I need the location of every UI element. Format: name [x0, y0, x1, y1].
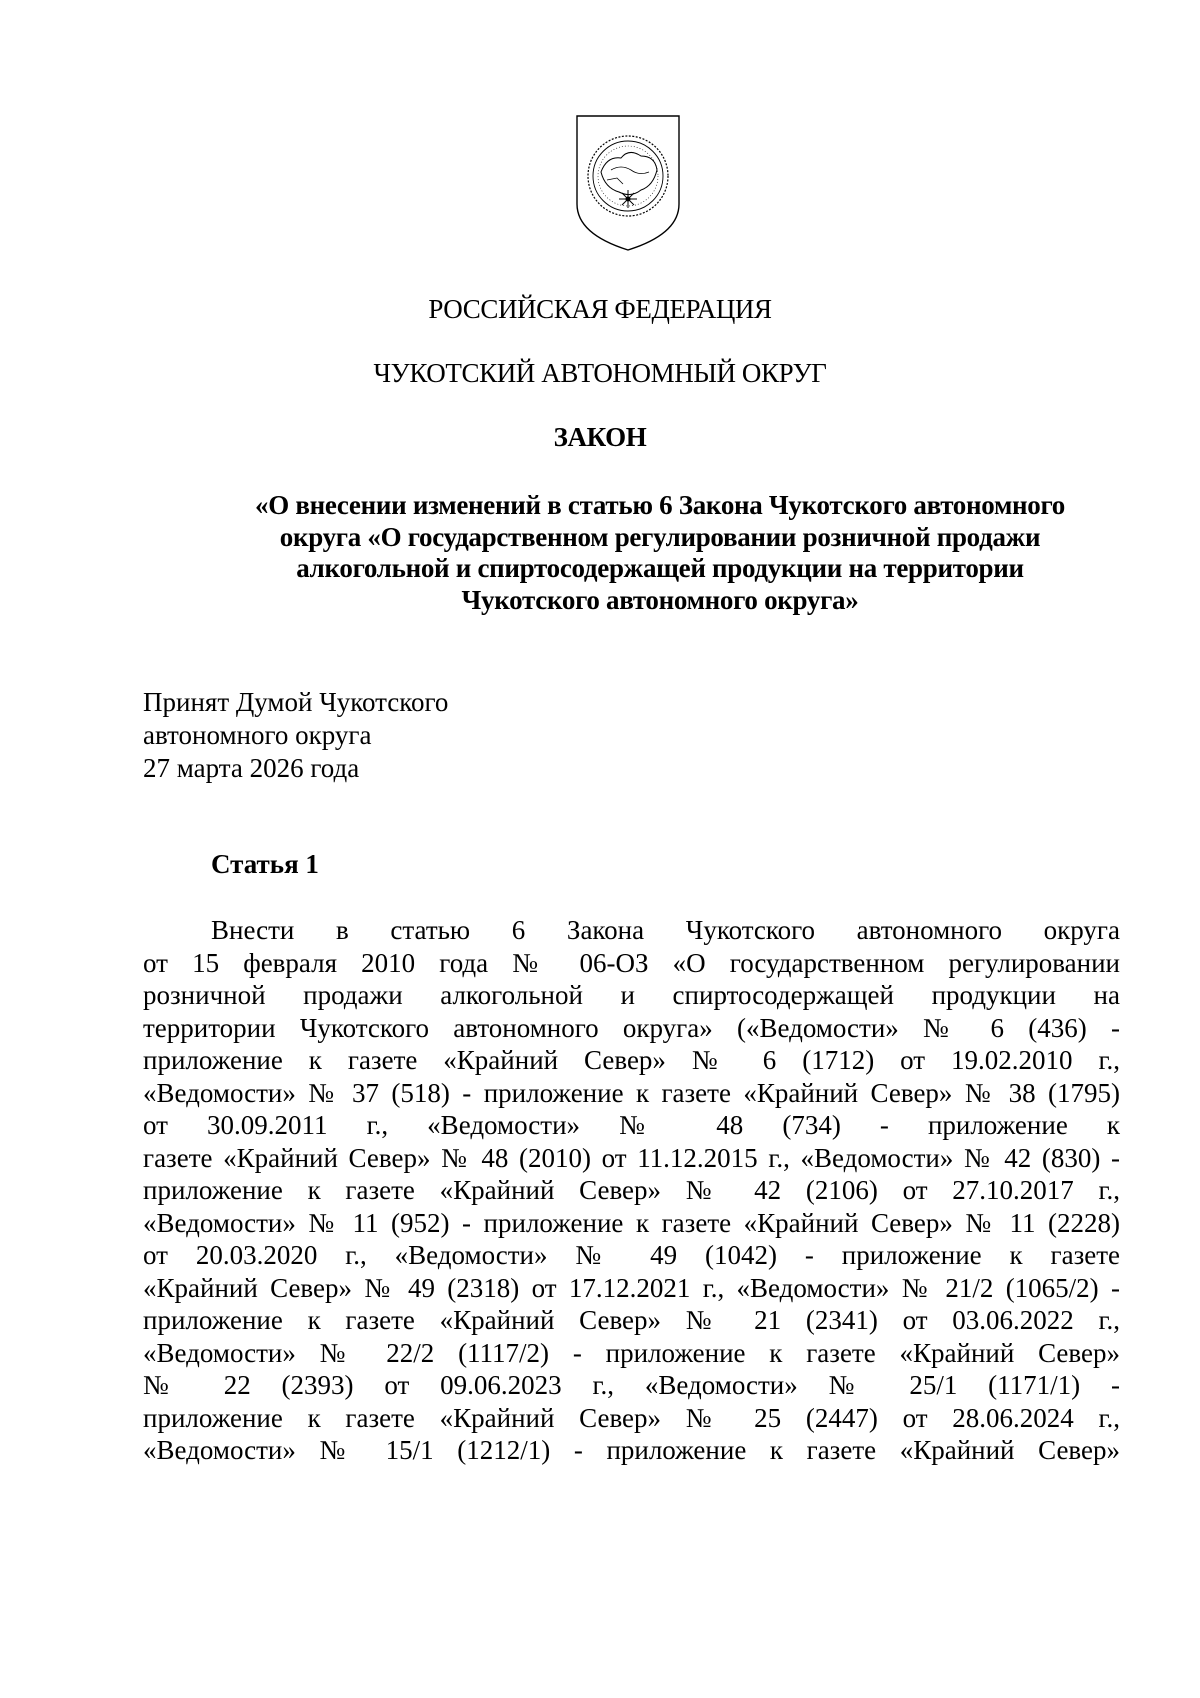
- law-title-line: округа «О государственном регулировании розничной продажи: [279, 521, 1041, 552]
- article-line: от 30.09.2011 г., «Ведомости» № 48 (734) - приложение к: [143, 1110, 1120, 1140]
- article-line: № 22 (2393) от 09.06.2023 г., «Ведомости» № 25/1 (1171/1) -: [143, 1370, 1120, 1400]
- adoption-date: 27 марта 2026 года: [143, 753, 360, 783]
- article-line: от 20.03.2020 г., «Ведомости» № 49 (1042) - приложение к газете: [143, 1240, 1120, 1270]
- article-line: «Ведомости» № 15/1 (1212/1) - приложение к газете «Крайний Север»: [143, 1435, 1120, 1465]
- article-line: «Ведомости» № 11 (952) - приложение к газете «Крайний Север» № 11 (2228): [143, 1207, 1120, 1238]
- article-line: приложение к газете «Крайний Север» № 25 (2447) от 28.06.2024 г.,: [143, 1402, 1120, 1433]
- adoption-note: [143, 686, 448, 785]
- adoption-line: автономного округа: [143, 720, 372, 750]
- article-line: приложение к газете «Крайний Север» № 21 (2341) от 03.06.2022 г.,: [143, 1305, 1120, 1335]
- article-line: территории Чукотского автономного округа» («Ведомости» № 6 (436) -: [143, 1012, 1120, 1043]
- article-heading: Статья 1: [211, 849, 319, 879]
- article-line: розничной продажи алкогольной и спиртосодержащей продукции на: [143, 980, 1120, 1010]
- article-body: [143, 914, 1120, 1467]
- law-title-line: Чукотского автономного округа»: [461, 584, 859, 615]
- article-line: Внести в статью 6 Закона Чукотского автономного округа: [211, 915, 1120, 945]
- coat-of-arms-emblem: [571, 112, 685, 254]
- law-title-line: алкогольной и спиртосодержащей продукции на территории: [296, 553, 1024, 583]
- article-line: газете «Крайний Север» № 48 (2010) от 11.12.2015 г., «Ведомости» № 42 (830) -: [143, 1142, 1120, 1173]
- article-line: «Ведомости» № 22/2 (1117/2) - приложение к газете «Крайний Север»: [143, 1337, 1120, 1368]
- article-line: «Ведомости» № 37 (518) - приложение к газете «Крайний Север» № 38 (1795): [143, 1077, 1120, 1108]
- document-type-heading: ЗАКОН: [553, 422, 647, 452]
- adoption-line: Принят Думой Чукотского: [143, 687, 449, 717]
- article-line: от 15 февраля 2010 года № 06-ОЗ «О государственном регулировании: [143, 947, 1120, 978]
- article-line: приложение к газете «Крайний Север» № 6 (1712) от 19.02.2010 г.,: [143, 1045, 1120, 1075]
- law-title-line: «О внесении изменений в статью 6 Закона Чукотского автономного: [255, 490, 1065, 520]
- region-heading: ЧУКОТСКИЙ АВТОНОМНЫЙ ОКРУГ: [373, 358, 827, 388]
- article-line: приложение к газете «Крайний Север» № 42 (2106) от 27.10.2017 г.,: [143, 1175, 1120, 1205]
- article-line: «Крайний Север» № 49 (2318) от 17.12.2021 г., «Ведомости» № 21/2 (1065/2) -: [143, 1272, 1120, 1303]
- country-heading: РОССИЙСКАЯ ФЕДЕРАЦИЯ: [428, 294, 772, 324]
- law-title: [210, 490, 1110, 616]
